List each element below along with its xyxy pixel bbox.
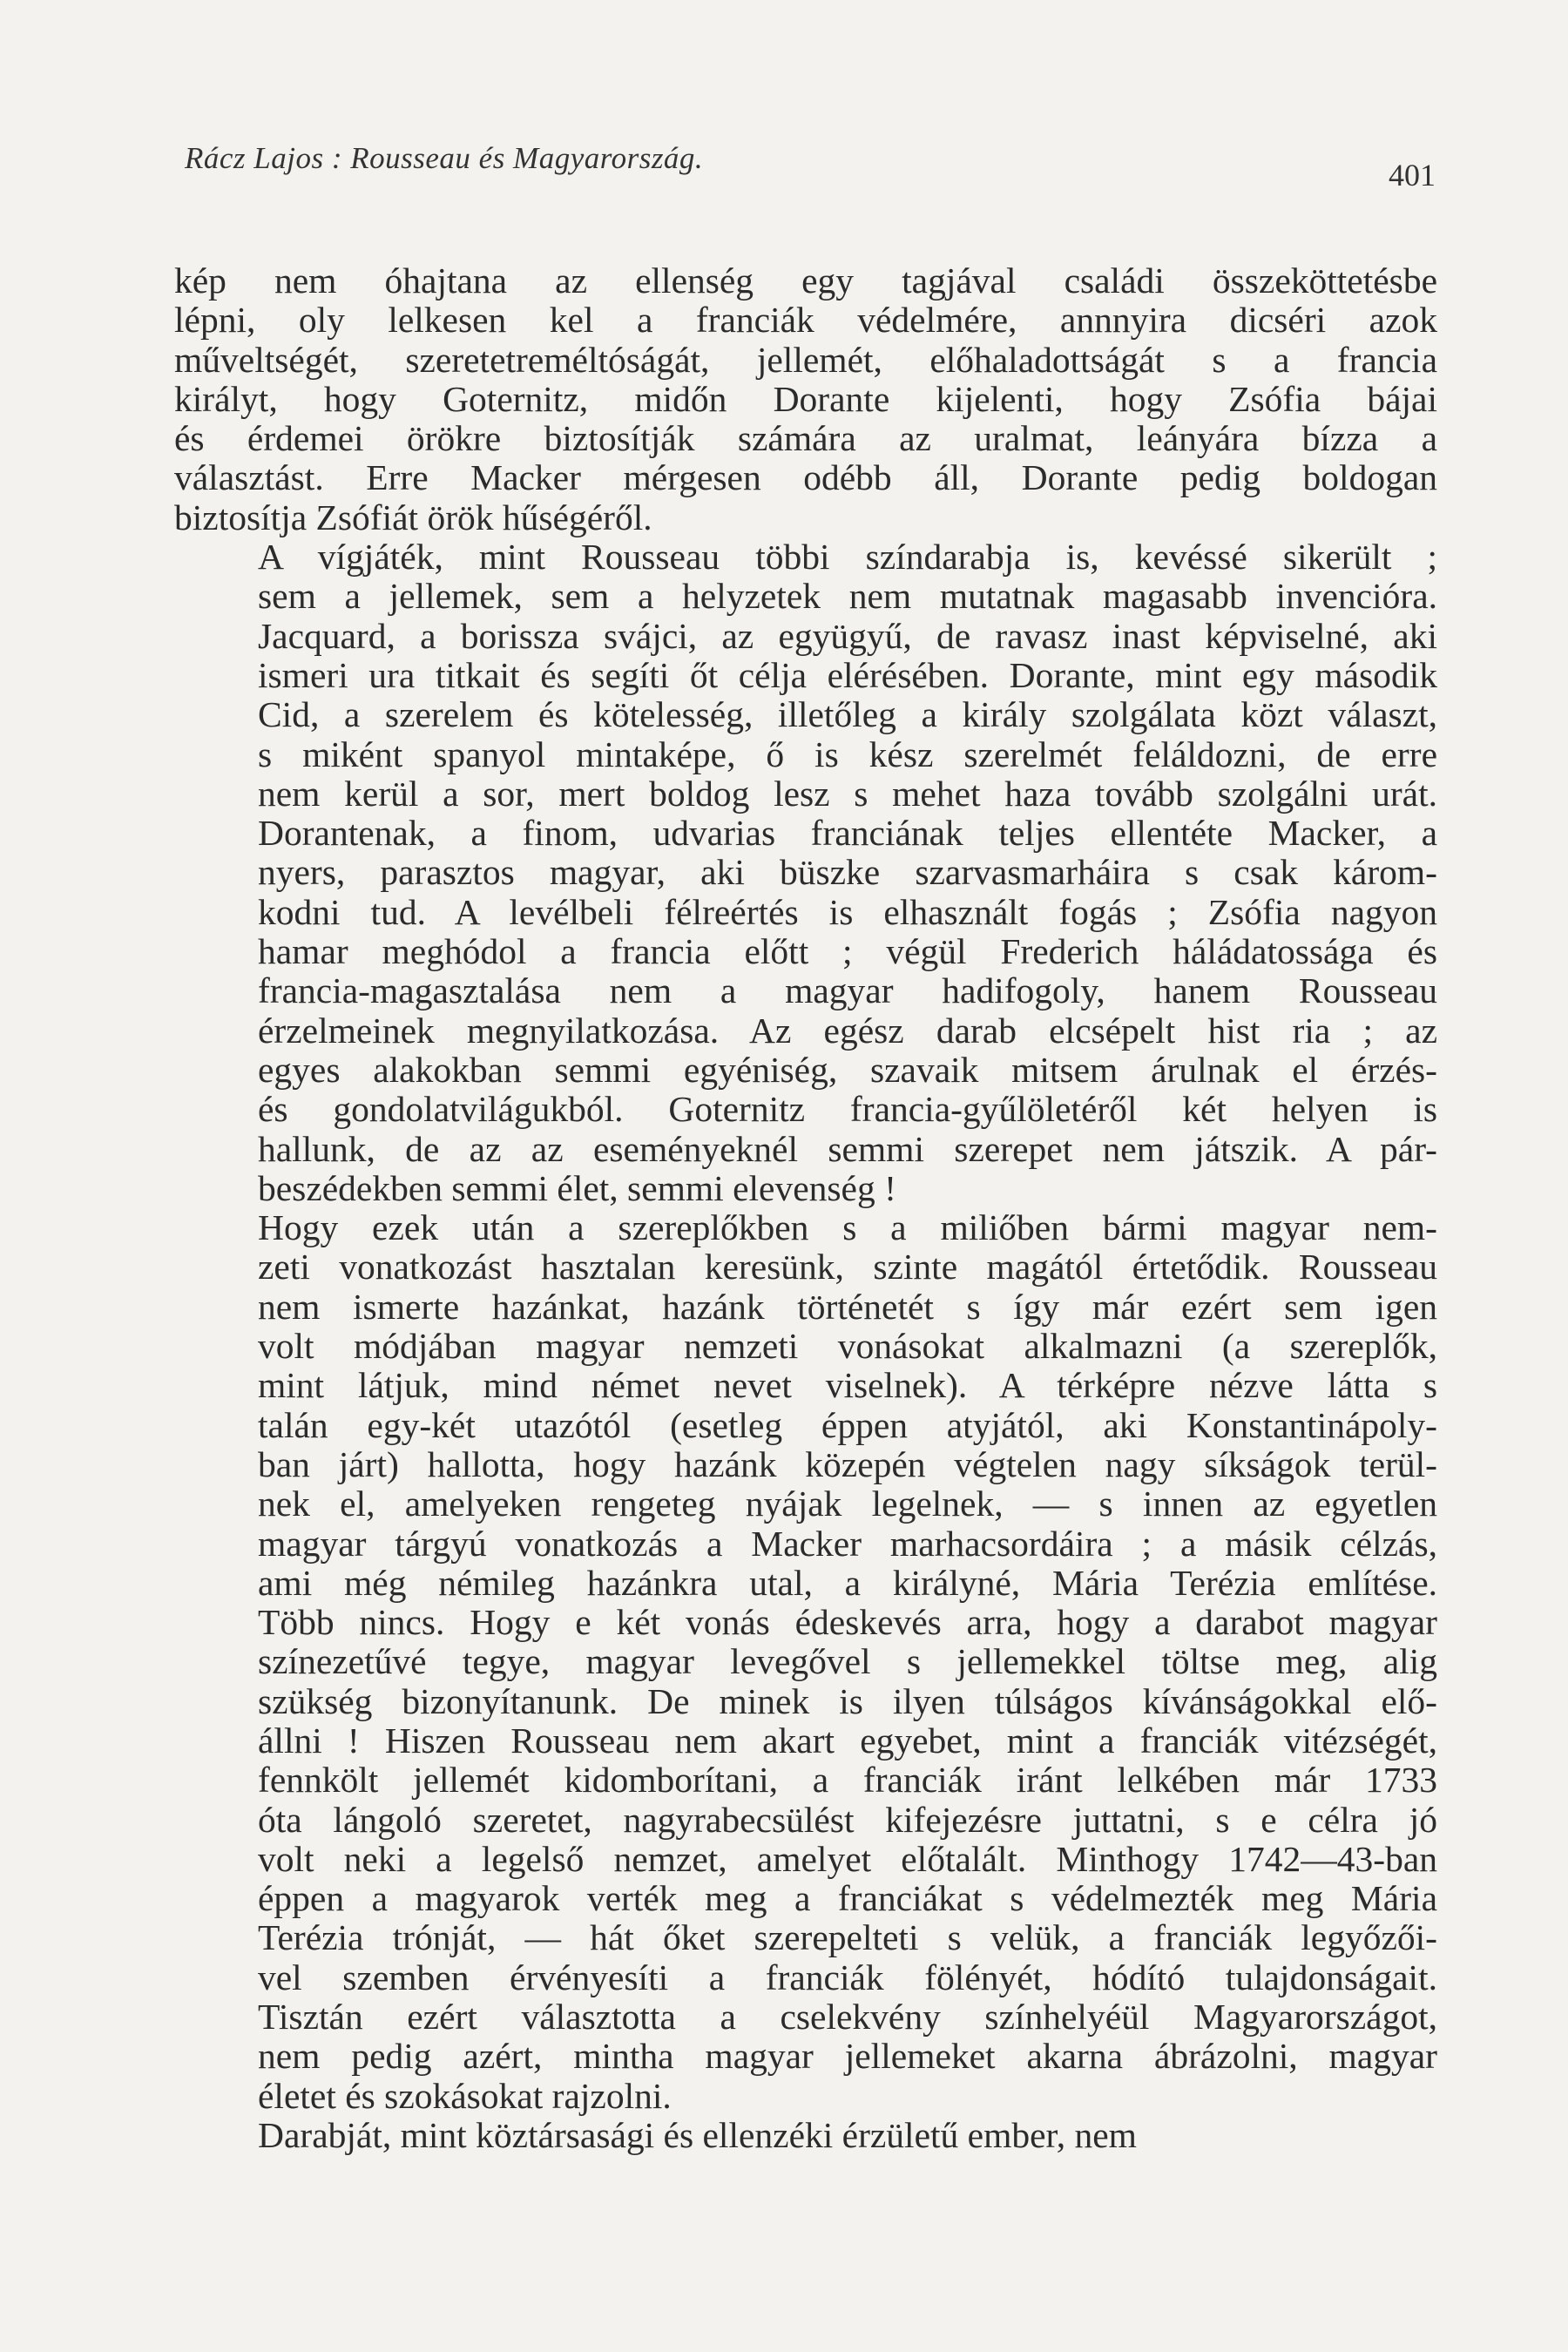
- text-line: zeti vonatkozást hasztalan keresünk, szinte magától értetődik. Rousseau: [258, 1247, 1437, 1288]
- text-line: királyt, hogy Goternitz, midőn Dorante kijelenti, hogy Zsófia bájai: [174, 378, 1437, 419]
- text-line: Jacquard, a borissza svájci, az együgyű, de ravasz inast képviselné, aki: [258, 615, 1437, 656]
- text-line: kép nem óhajtana az ellenség egy tagjával családi összeköttetésbe: [174, 260, 1437, 301]
- text-line: választást. Erre Macker mérgesen odébb áll, Dorante pedig boldogan: [174, 457, 1437, 498]
- text-line: nem ismerte hazánkat, hazánk történetét s így már ezért sem igen: [258, 1286, 1437, 1327]
- text-line: színezetűvé tegye, magyar levegővel s jellemekkel töltse meg, alig: [258, 1641, 1437, 1682]
- text-line: szükség bizonyítanunk. De minek is ilyen túlságos kívánságokkal elő-: [258, 1680, 1437, 1721]
- text-line: Terézia trónját, — hát őket szerepelteti s velük, a franciák legyőzői-: [258, 1917, 1437, 1958]
- text-line: életet és szokásokat rajzolni.: [258, 2075, 672, 2116]
- text-line: ban járt) hallotta, hogy hazánk közepén végtelen nagy síkságok terül-: [258, 1443, 1437, 1484]
- text-line: Dorantenak, a finom, udvarias franciának teljes ellentéte Macker, a: [258, 813, 1437, 854]
- text-line: magyar tárgyú vonatkozás a Macker marhacsordáira ; a másik célzás,: [258, 1523, 1437, 1564]
- text-line: volt neki a legelső nemzet, amelyet előtalált. Minthogy 1742—43-ban: [258, 1838, 1437, 1879]
- body-text: [174, 261, 1437, 2155]
- text-line: lépni, oly lelkesen kel a franciák védelmére, annnyira dicséri azok: [174, 300, 1437, 341]
- text-line: nek el, amelyeken rengeteg nyájak legelnek, — s innen az egyetlen: [258, 1484, 1437, 1524]
- text-line: beszédekben semmi élet, semmi elevenség !: [258, 1167, 896, 1208]
- text-line: hallunk, de az az eseményeknél semmi szerepet nem játszik. A pár-: [258, 1128, 1437, 1169]
- text-line: ami még némileg hazánkra utal, a királyné, Mária Terézia említése.: [258, 1562, 1437, 1603]
- text-line: nem kerül a sor, mert boldog lesz s mehet haza tovább szolgálni urát.: [258, 773, 1437, 814]
- text-line: és érdemei örökre biztosítják számára az uralmat, leányára bízza a: [174, 418, 1437, 459]
- text-line: s miként spanyol mintaképe, ő is kész szerelmét feláldozni, de erre: [258, 733, 1437, 774]
- text-line: ismeri ura titkait és segíti őt célja elérésében. Dorante, mint egy második: [258, 654, 1437, 695]
- paragraph: [174, 261, 1437, 537]
- text-line: óta lángoló szeretet, nagyrabecsülést kifejezésre juttatni, s e célra jó: [258, 1799, 1437, 1840]
- text-line: egyes alakokban semmi egyéniség, szavaik mitsem árulnak el érzés-: [258, 1049, 1437, 1090]
- text-line: vel szemben érvényesíti a franciák fölényét, hódító tulajdonságait.: [258, 1957, 1437, 1997]
- text-line: talán egy-két utazótól (esetleg éppen atyjától, aki Konstantinápoly-: [258, 1404, 1437, 1445]
- paragraph: [174, 1208, 1437, 2116]
- text-line: nem pedig azért, mintha magyar jellemeket akarna ábrázolni, magyar: [258, 2036, 1437, 2077]
- text-line: biztosítja Zsófiát örök hűségéről.: [174, 497, 652, 537]
- text-line: kodni tud. A levélbeli félreértés is elhasznált fogás ; Zsófia nagyon: [258, 891, 1437, 932]
- text-line: mint látjuk, mind német nevet viselnek). A térképre nézve látta s: [258, 1365, 1437, 1406]
- text-line: műveltségét, szeretetreméltóságát, jellemét, előhaladottságát s a francia: [174, 339, 1437, 380]
- paragraph: [174, 2116, 1437, 2155]
- text-line: és gondolatvilágukból. Goternitz francia-gyűlöletéről két helyen is: [258, 1089, 1437, 1130]
- page-number: 401: [1389, 158, 1436, 193]
- text-line: fennkölt jellemét kidomborítani, a franciák iránt lelkében már 1733: [258, 1760, 1437, 1801]
- text-line: állni ! Hiszen Rousseau nem akart egyebet, mint a franciák vitézségét,: [258, 1720, 1437, 1761]
- text-line: volt módjában magyar nemzeti vonásokat alkalmazni (a szereplők,: [258, 1326, 1437, 1367]
- text-line: Hogy ezek után a szereplőkben s a miliőben bármi magyar nem-: [258, 1207, 1437, 1248]
- text-line: A vígjáték, mint Rousseau többi színdarabja is, kevéssé sikerült ;: [258, 537, 1437, 578]
- text-line: francia-magasztalása nem a magyar hadifogoly, hanem Rousseau: [258, 970, 1437, 1011]
- text-line: sem a jellemek, sem a helyzetek nem mutatnak magasabb invencióra.: [258, 576, 1437, 617]
- text-line: Cid, a szerelem és kötelesség, illetőleg a király szolgálata közt választ,: [258, 694, 1437, 735]
- text-line: Darabját, mint köztársasági és ellenzéki érzületű ember, nem: [258, 2114, 1137, 2155]
- running-title: Rácz Lajos : Rousseau és Magyarország.: [185, 141, 704, 175]
- text-line: Több nincs. Hogy e két vonás édeskevés arra, hogy a darabot magyar: [258, 1602, 1437, 1643]
- text-line: éppen a magyarok verték meg a franciákat s védelmezték meg Mária: [258, 1878, 1437, 1919]
- text-line: nyers, parasztos magyar, aki büszke szarvasmarháira s csak károm-: [258, 852, 1437, 893]
- text-line: érzelmeinek megnyilatkozása. Az egész darab elcsépelt hist ria ; az: [258, 1010, 1437, 1051]
- text-line: Tisztán ezért választotta a cselekvény színhelyéül Magyarországot,: [258, 1997, 1437, 2038]
- text-line: hamar meghódol a francia előtt ; végül Frederich háládatossága és: [258, 931, 1437, 972]
- paragraph: [174, 537, 1437, 1208]
